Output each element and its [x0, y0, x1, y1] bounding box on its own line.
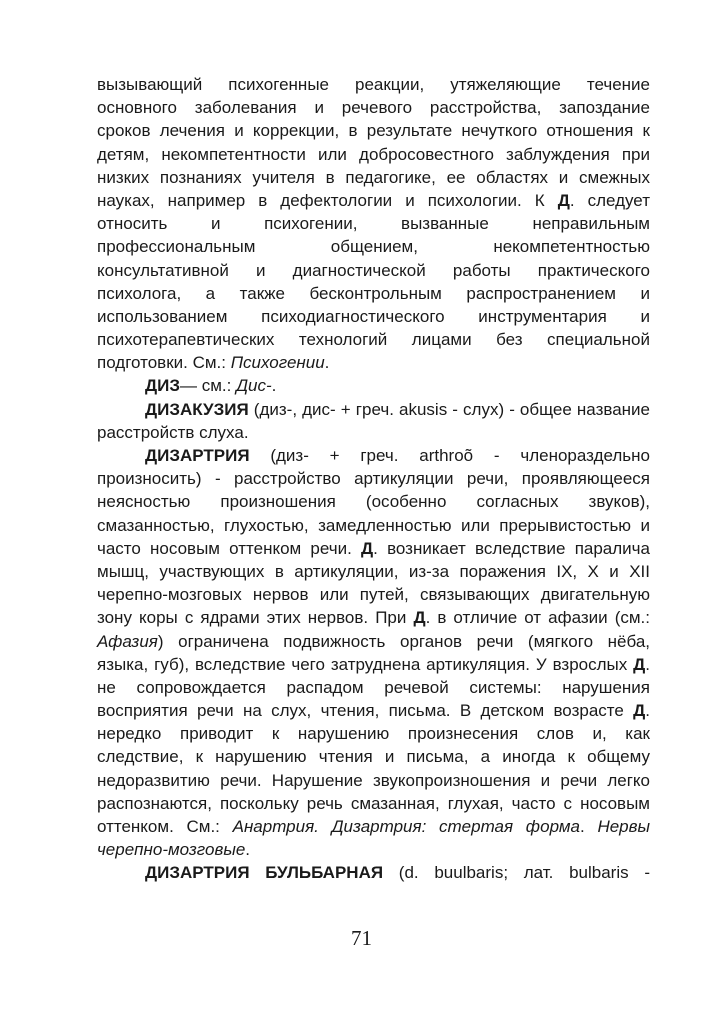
- text-line: восприятия речи на слух, чтения, письма. В детском возрасте Д.: [97, 701, 650, 721]
- term-abbreviation: Д: [633, 654, 646, 674]
- entry-diz: [97, 374, 650, 397]
- text-line: использованием психодиагностического инструментария и: [97, 306, 650, 326]
- term-abbreviation: Д: [557, 190, 570, 210]
- cross-reference: Дис-: [236, 376, 272, 396]
- text-line: языка, губ), вследствие чего затруднена артикуляция. У взрослых Д.: [97, 654, 650, 674]
- text-line: мышц, участвующих в артикуляции, из-за поражения IX, X и XII: [97, 561, 650, 581]
- text-line: часто носовым оттенком речи. Д. возникает вследствие паралича: [97, 538, 650, 558]
- entry-dizartriya: [97, 444, 650, 861]
- text-line: консультативной и диагностической работы практического: [97, 260, 650, 280]
- text-line: нередко приводит к нарушению произнесения слов и, как: [97, 724, 650, 744]
- document-body: [97, 73, 650, 885]
- text-line: недоразвитию речи. Нарушение звукопроизношения и речи легко: [97, 770, 650, 790]
- entry-dizakuziya: [97, 398, 650, 444]
- text-line: ДИЗАКУЗИЯ (диз-, дис- + греч. akusis - слух) - общее название: [145, 399, 650, 419]
- text-line: зону коры с ядрами этих нервов. При Д. в отличие от афазии (см.:: [97, 608, 650, 628]
- text-line: психотерапевтических технологий лицами без специальной: [97, 330, 650, 350]
- text-line: вызывающий психогенные реакции, утяжеляющие течение: [97, 75, 650, 94]
- entry-term: ДИЗАРТРИЯ: [145, 446, 250, 465]
- text-line: науках, например в дефектологии и психологии. К Д. следует: [97, 190, 650, 210]
- entry-term: ДИЗАРТРИЯ БУЛЬБАРНАЯ: [145, 863, 384, 883]
- text-line: сроков лечения и коррекции, в результате нечуткого отношения к: [97, 121, 650, 141]
- cross-reference: Анартрия. Дизартрия: стертая форма: [232, 817, 581, 836]
- cross-reference: черепно-мозговые: [97, 840, 246, 860]
- term-abbreviation: Д: [413, 608, 426, 628]
- text-line: подготовки. См.: Психогении.: [97, 353, 330, 373]
- cross-reference: Психогении: [230, 353, 325, 373]
- page-number: 71: [351, 926, 372, 950]
- text-line: следствие, к нарушению чтения и письма, а иногда к общему: [97, 747, 650, 767]
- term-abbreviation: Д: [633, 701, 646, 721]
- cross-reference: Нервы: [597, 817, 651, 836]
- text-line: Афазия) ограничена подвижность органов речи (мягкого нёба,: [97, 631, 650, 651]
- text-line: профессиональным общением, некомпетентностью: [97, 237, 650, 257]
- text-line: смазанностью, глухостью, замедленностью или прерывистостью и: [97, 515, 650, 535]
- text-line: расстройств слуха.: [97, 422, 249, 442]
- text-line: ДИЗ— см.: Дис-.: [145, 376, 277, 396]
- text-line: низких познаниях учителя в педагогике, ее областях и смежных: [97, 167, 650, 187]
- text-line: оттенком. См.: Анартрия. Дизартрия: стертая форма. Нервы: [97, 817, 651, 836]
- entry-term: ДИЗАКУЗИЯ: [145, 399, 249, 419]
- text-line: произносить) - расстройство артикуляции речи, проявляющееся: [97, 469, 650, 489]
- text-line: ДИЗАРТРИЯ БУЛЬБАРНАЯ (d. buulbaris; лат. bulbaris -: [145, 863, 650, 883]
- text-line: не сопровождается распадом речевой системы: нарушения: [97, 677, 650, 697]
- text-line: неясностью произношения (особенно согласных звуков),: [97, 492, 650, 512]
- paragraph-continuation: [97, 73, 650, 374]
- text-line: психолога, а также бесконтрольным распространением и: [97, 283, 650, 303]
- cross-reference: Афазия: [97, 631, 158, 651]
- text-line: детям, некомпетентности или добросовестного заблуждения при: [97, 144, 650, 164]
- text-line: основного заболевания и речевого расстройства, запоздание: [97, 98, 650, 118]
- text-line: черепно-мозговые.: [97, 840, 251, 860]
- term-abbreviation: Д: [361, 538, 374, 558]
- text-line: ДИЗАРТРИЯ (диз- + греч. arthroõ - членораздельно: [145, 446, 650, 465]
- entry-dizartriya-bulbarnaya: [97, 861, 650, 884]
- text-line: распознаются, поскольку речь смазанная, глухая, часто с носовым: [97, 793, 650, 813]
- text-line: относить и психогении, вызванные неправильным: [97, 214, 650, 234]
- text-line: черепно-мозговых нервов или путей, связывающих двигательную: [97, 585, 650, 605]
- entry-term: ДИЗ: [145, 376, 180, 396]
